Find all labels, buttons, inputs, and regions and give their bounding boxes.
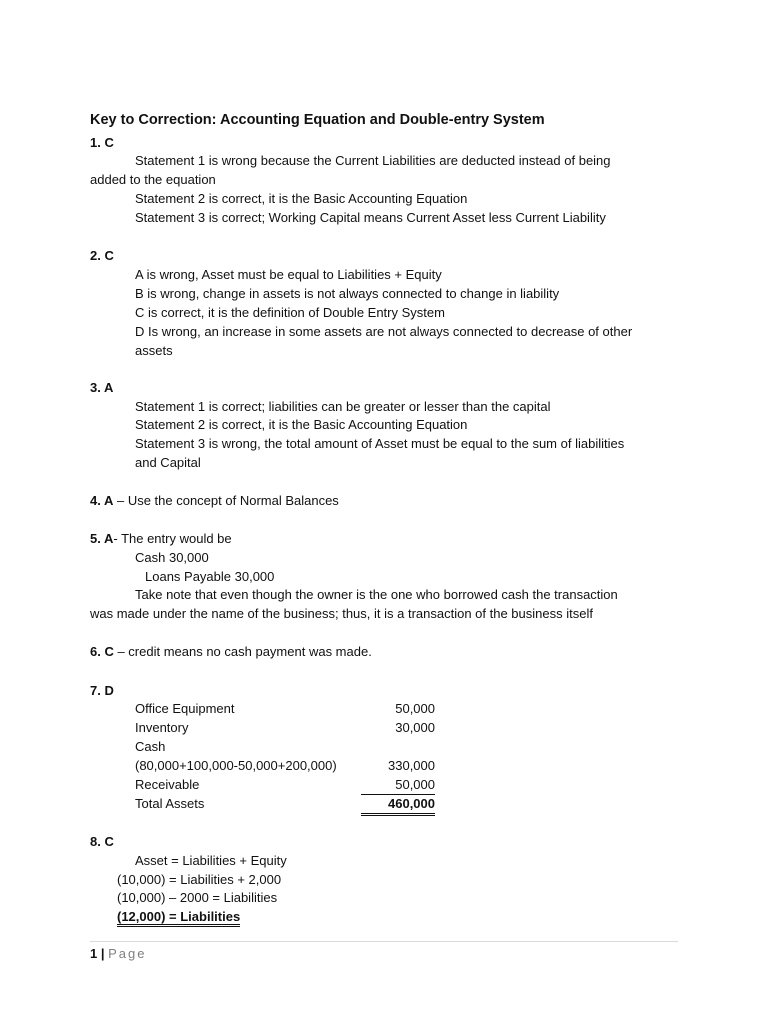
answer-6 <box>90 642 372 661</box>
equation-line: Asset = Liabilities + Equity <box>135 853 287 868</box>
answer-5-heading: 5. A <box>90 531 114 546</box>
answer-3-statement-1: Statement 1 is correct; liabilities can be greater or lesser than the capital <box>135 399 551 414</box>
answer-5 <box>90 529 232 548</box>
page-footer <box>90 944 146 963</box>
asset-row-label: (80,000+100,000-50,000+200,000) <box>135 758 337 773</box>
asset-row-value: 30,000 <box>395 720 435 735</box>
equation-line: (10,000) = Liabilities + 2,000 <box>117 872 282 887</box>
equation-line: (10,000) – 2000 = Liabilities <box>117 890 278 905</box>
answer-5-note: Take note that even though the owner is the one who borrowed cash the transaction <box>135 587 618 602</box>
answer-5-note-cont: was made under the name of the business; thus, it is a transaction of the business itself <box>90 606 593 621</box>
answer-4 <box>90 491 339 510</box>
entry-debit-line: Cash 30,000 <box>135 550 209 565</box>
asset-row-label: Cash <box>135 739 166 754</box>
equation-result: (12,000) = Liabilities <box>117 907 240 926</box>
answer-1-statement-2: Statement 2 is correct, it is the Basic Accounting Equation <box>135 191 468 206</box>
asset-row-label: Inventory <box>135 720 189 735</box>
answer-2-option-d-cont: assets <box>135 343 173 358</box>
total-assets-value: 460,000 <box>361 794 435 816</box>
asset-row-label: Receivable <box>135 777 200 792</box>
answer-4-text: – Use the concept of Normal Balances <box>113 493 339 508</box>
answer-6-text: – credit means no cash payment was made. <box>113 644 372 659</box>
answer-3-statement-3-cont: and Capital <box>135 455 201 470</box>
answer-6-heading: 6. C <box>90 644 114 659</box>
footer-rule <box>90 941 678 942</box>
answer-2-option-a: A is wrong, Asset must be equal to Liabilities + Equity <box>135 267 442 282</box>
total-assets-label: Total Assets <box>135 796 205 811</box>
answer-1-statement-1-cont: added to the equation <box>90 172 216 187</box>
asset-row-value: 50,000 <box>395 701 435 716</box>
document-title: Key to Correction: Accounting Equation and Double-entry System <box>90 112 545 128</box>
answer-2-option-c: C is correct, it is the definition of Double Entry System <box>135 305 445 320</box>
footer-separator: | <box>97 946 109 961</box>
asset-row-value: 330,000 <box>388 758 435 773</box>
answer-1-statement-3: Statement 3 is correct; Working Capital means Current Asset less Current Liability <box>135 210 606 225</box>
answer-4-heading: 4. A <box>90 493 114 508</box>
answer-3-statement-3: Statement 3 is wrong, the total amount of Asset must be equal to the sum of liabilities <box>135 436 625 451</box>
asset-row-value: 50,000 <box>361 775 435 795</box>
page-label: Page <box>108 946 147 961</box>
entry-credit-line: Loans Payable 30,000 <box>145 569 275 584</box>
answer-3-statement-2: Statement 2 is correct, it is the Basic Accounting Equation <box>135 417 468 432</box>
answer-5-text: - The entry would be <box>113 531 232 546</box>
answer-7-heading: 7. D <box>90 683 114 698</box>
answer-8-heading: 8. C <box>90 834 114 849</box>
answer-1-heading: 1. C <box>90 135 114 150</box>
answer-1-statement-1: Statement 1 is wrong because the Current Liabilities are deducted instead of being <box>135 153 611 168</box>
answer-2-option-d: D Is wrong, an increase in some assets are not always connected to decrease of other <box>135 324 633 339</box>
answer-2-heading: 2. C <box>90 248 114 263</box>
page-number: 1 <box>90 946 98 961</box>
asset-row-label: Office Equipment <box>135 701 235 716</box>
answer-3-heading: 3. A <box>90 380 114 395</box>
answer-2-option-b: B is wrong, change in assets is not always connected to change in liability <box>135 286 560 301</box>
